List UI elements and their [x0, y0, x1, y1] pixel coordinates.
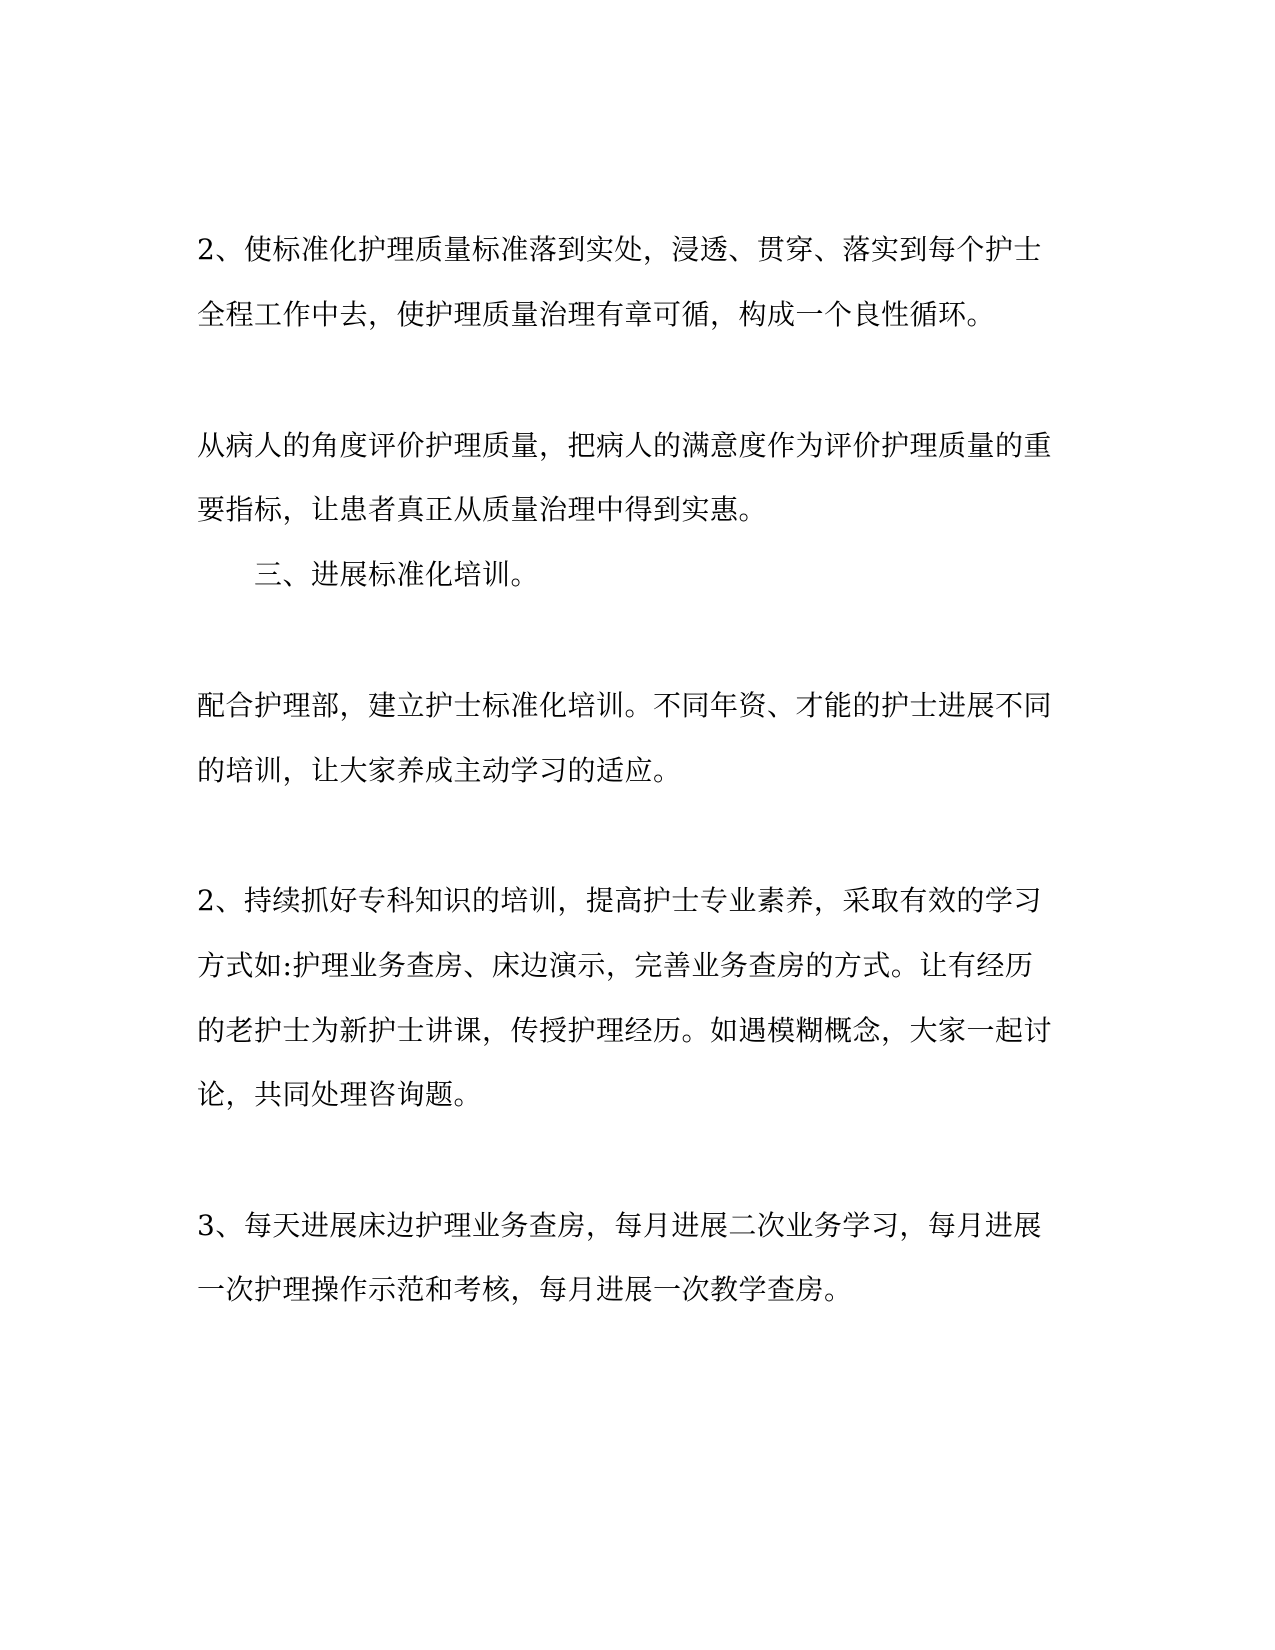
paragraph-5-line-1: 3、每天进展床边护理业务查房，每月进展二次业务学习，每月进展 [197, 1209, 1042, 1242]
paragraph-5-line-2: 一次护理操作示范和考核，每月进展一次教学查房。 [197, 1273, 853, 1306]
paragraph-1-line-2: 全程工作中去，使护理质量治理有章可循，构成一个良性循环。 [197, 298, 996, 331]
paragraph-2-line-1: 从病人的角度评价护理质量，把病人的满意度作为评价护理质量的重 [197, 429, 1053, 462]
paragraph-4-line-3: 的老护士为新护士讲课，传授护理经历。如遇模糊概念，大家一起讨 [197, 1014, 1053, 1047]
paragraph-1-line-1: 2、使标准化护理质量标准落到实处，浸透、贯穿、落实到每个护士 [197, 233, 1042, 266]
paragraph-4-line-4: 论，共同处理咨询题。 [197, 1078, 483, 1111]
paragraph-3-line-2: 的培训，让大家养成主动学习的适应。 [197, 754, 682, 787]
paragraph-4-line-1: 2、持续抓好专科知识的培训，提高护士专业素养，采取有效的学习 [197, 884, 1042, 917]
section-heading-3: 三、进展标准化培训。 [254, 558, 540, 591]
paragraph-3-line-1: 配合护理部，建立护士标准化培训。不同年资、才能的护士进展不同 [197, 689, 1053, 722]
paragraph-2-line-2: 要指标，让患者真正从质量治理中得到实惠。 [197, 493, 768, 526]
paragraph-4-line-2: 方式如:护理业务查房、床边演示，完善业务查房的方式。让有经历 [197, 949, 1034, 982]
